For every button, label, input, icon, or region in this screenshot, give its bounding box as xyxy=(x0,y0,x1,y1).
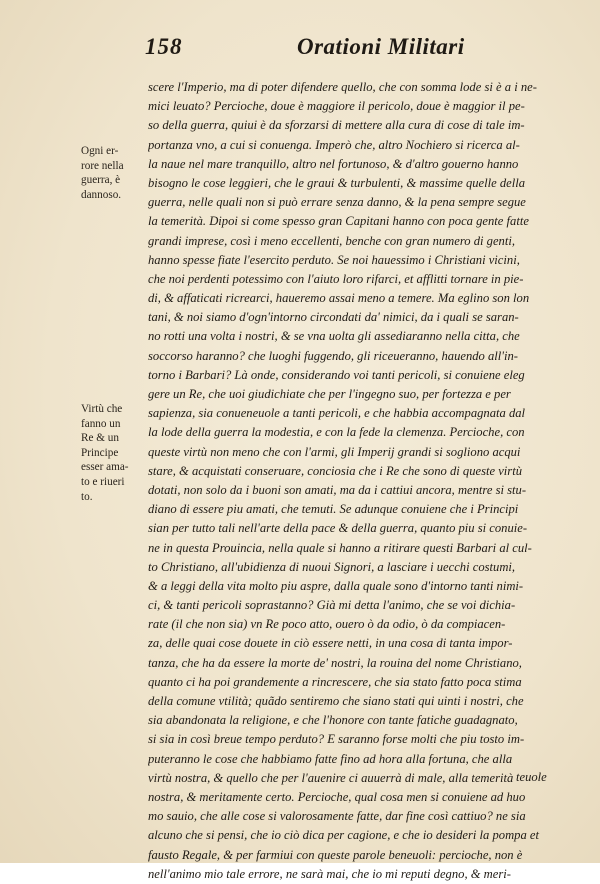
marginal-note-line: dannoso. xyxy=(81,188,122,201)
text-line: sian per tutto tali nell'arte della pace & della guerra, quanto piu si conuie- xyxy=(148,521,528,536)
text-line: ci, & tanti pericoli soprastanno? Già mi detta l'animo, che se voi dichia- xyxy=(148,598,516,613)
text-line: della comune vtilità; quãdo sentiremo che siano stati qui uinti i nostri, che xyxy=(148,694,524,708)
text-line: mici leuato? Percioche, doue è maggiore il pericolo, doue è maggior il pe- xyxy=(148,99,525,114)
text-line: torno i Barbari? Là onde, considerando voi tanti pericoli, si conuiene eleg xyxy=(148,367,525,382)
page-header xyxy=(0,34,600,64)
text-line: za, delle quai cose douete in ciò essere netti, in una cosa di tanta impor- xyxy=(148,636,513,651)
marginal-note-line: Ogni er- xyxy=(81,145,119,157)
text-line: la naue nel mare tranquillo, altro nel fortunoso, & d'altro gouerno hanno xyxy=(148,156,519,171)
marginal-note-line: Re & un xyxy=(81,432,119,445)
text-line: no rotti una volta i nostri, & se vna uolta gli assediaranno nella citta, che xyxy=(148,329,520,344)
text-line: alcuno che si pensi, che io ciò dica per cagione, e che io desideri la pompa et xyxy=(148,828,540,843)
text-line: queste virtù non meno che con l'armi, gli Imperij grandi si sogliono acqui xyxy=(148,444,521,459)
text-line: si sia in così breue tempo perduto? E saranno forse molti che piu tosto im- xyxy=(148,732,525,747)
text-line: fausto Regale, & per farmiui con queste parole beneuoli: percioche, non è xyxy=(148,847,523,862)
text-line: di, & affaticati ricrearci, haueremo assai meno a temere. Ma eglino son lon xyxy=(148,291,530,306)
marginal-note xyxy=(81,402,151,504)
text-line: hanno spesse fiate l'esercito perduto. Se noi hauessimo i Christiani vicini, xyxy=(148,252,520,267)
text-line: nell'animo mio tale errore, ne sarà mai, che io mi reputi degno, & meri- xyxy=(148,866,511,881)
text-line: gere un Re, che uoi giudichiate che per l'ingegno suo, per fortezza e per xyxy=(148,387,511,401)
running-title: Orationi Militari xyxy=(297,34,465,59)
text-line: rate (il che non sia) vn Re poco atto, ouero ò da odio, ò da compiacen- xyxy=(148,617,506,632)
marginal-note xyxy=(81,144,151,202)
text-line: ne in questa Prouincia, nella quale si hanno a ritirare questi Barbari al cul- xyxy=(148,540,532,555)
text-line: mo sauio, che alle cose si valorosamente fatte, dar fine così cattiuo? ne sia xyxy=(148,809,526,824)
marginal-note-line: rore nella xyxy=(81,159,124,172)
text-line: stare, & acquistati conseruare, conciosia che i Re che sono di queste virtù xyxy=(148,463,523,478)
text-line: la lode della guerra la modestia, e con la fede la clemenza. Percioche, con xyxy=(148,425,525,440)
page-number: 158 xyxy=(145,34,183,59)
marginal-note-line: fanno un xyxy=(81,417,121,430)
text-line: to Christiano, all'ubidienza di nuoui Signori, a lasciare i uecchi costumi, xyxy=(148,559,516,574)
marginal-note-line: to e riueri xyxy=(81,475,125,488)
marginal-note-line: esser ama- xyxy=(81,461,129,474)
text-line: & a leggi della vita molto piu aspre, dalla quale sono d'intorno tanti nimi- xyxy=(148,578,524,593)
catchword: teuole xyxy=(516,770,547,784)
marginal-note-line: to. xyxy=(81,490,93,503)
text-line: scere l'Imperio, ma di poter difendere quello, che con somma lode si è a i ne- xyxy=(148,80,537,94)
text-line: tanza, che ha da essere la morte de' nostri, la rouina del nome Christiano, xyxy=(148,655,522,670)
text-line: sia abandonata la religione, e che l'honore con tante fatiche guadagnato, xyxy=(148,713,518,728)
text-line: che noi perdenti potessimo con l'aiuto loro rifarci, et afflitti tornare in pie- xyxy=(148,271,524,286)
text-line: puteranno le cose che habbiamo fatte fino ad hora alla fortuna, che alla xyxy=(148,751,513,766)
text-line: la temerità. Dipoi si come spesso gran Capitani hanno con poca gente fatte xyxy=(148,214,529,229)
text-line: guerra, nelle quali non si può errare senza danno, & la pena sempre segue xyxy=(148,195,526,210)
text-line: sapienza, sia conueneuole a tanti pericoli, e che habbia accompagnata dal xyxy=(148,406,526,421)
text-line: portanza vno, a cui si conuenga. Imperò che, altro Nochiero si ricerca al- xyxy=(148,137,520,152)
text-line: tani, & noi siamo d'ogn'intorno circondati da' nimici, da i quali se saran- xyxy=(148,310,519,325)
marginal-note-line: Principe xyxy=(81,446,119,459)
text-line: diano di essere piu amati, che temuti. Se adunque conuiene che i Principi xyxy=(148,502,519,517)
text-line: dotati, non solo da i buoni son amati, ma da i cattiui ancora, mentre si stu- xyxy=(148,482,527,497)
text-line: nostra, & meritamente certo. Percioche, qual cosa men si conuiene ad huo xyxy=(148,789,526,804)
body-text xyxy=(148,78,554,884)
text-line: quanto ci ha poi grandemente a rincrescere, che sia stato fatto poca stima xyxy=(148,674,522,689)
text-line: virtù nostra, & quello che per l'auenire ci auuerrà di male, alla temerità xyxy=(148,770,514,785)
text-line: so della guerra, quiui è da sforzarsi di mettere alla cura di cose di tale im- xyxy=(148,118,525,133)
marginal-note-line: guerra, è xyxy=(81,174,121,187)
marginal-note-line: Virtù che xyxy=(81,403,123,415)
text-line: grandi imprese, così i meno eccellenti, benche con gran numero di genti, xyxy=(148,233,515,248)
text-line: bisogno le cose leggieri, che le graui & turbulenti, & massime quelle della xyxy=(148,175,526,190)
text-line: soccorso haranno? che luoghi fuggendo, gli riceueranno, hauendo all'in- xyxy=(148,348,518,363)
